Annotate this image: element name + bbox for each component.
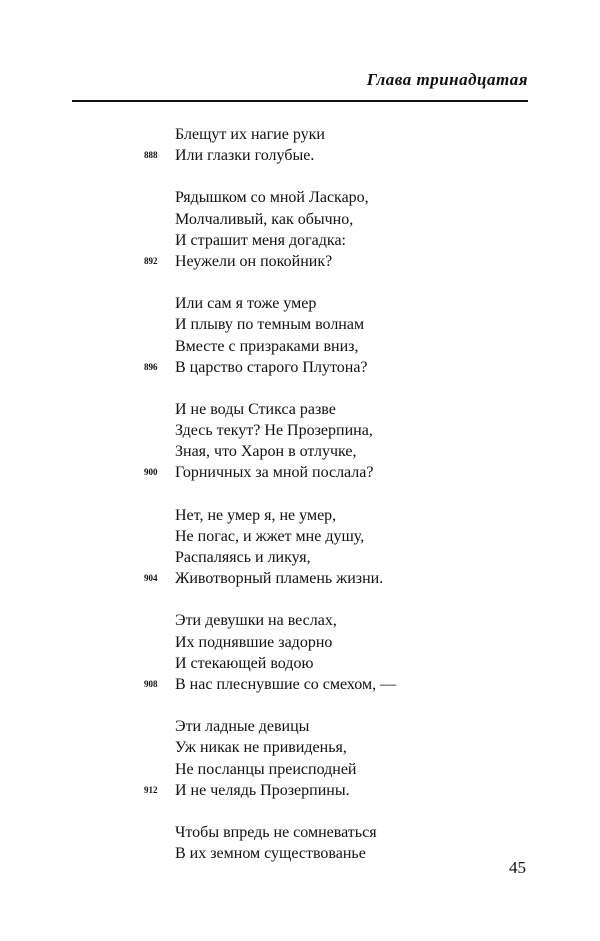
verse-line-text: В их земном существованье xyxy=(175,845,366,863)
stanza xyxy=(0,124,600,166)
line-number: 900 xyxy=(144,467,158,478)
verse-line xyxy=(0,822,600,843)
verse-line xyxy=(0,124,600,145)
verse-line-text: Не погас, и жжет мне душу, xyxy=(175,527,365,545)
verse-line-text: Эти девушки на веслах, xyxy=(175,612,337,630)
verse-line-text: Зная, что Харон в отлучке, xyxy=(175,443,357,461)
verse-line-text: Распаляясь и ликуя, xyxy=(175,549,311,566)
verse-line-text: Или сам я тоже умер xyxy=(175,295,317,313)
line-number: 896 xyxy=(144,361,158,372)
verse-line-text: Молчаливый, как обычно, xyxy=(175,210,354,228)
verse-line-text: Не посланцы преисподней xyxy=(175,760,357,778)
verse-line xyxy=(0,230,600,251)
verse-line-text: Рядышком со мной Ласкаро, xyxy=(175,189,369,207)
page-number: 45 xyxy=(509,858,526,877)
verse-line xyxy=(0,674,600,695)
verse-line xyxy=(0,420,600,441)
verse-line-text: Эти ладные девицы xyxy=(175,718,310,736)
verse-line-text: Горничных за мной послала? xyxy=(175,464,374,482)
line-number: 892 xyxy=(144,255,158,266)
verse-line xyxy=(0,209,600,230)
verse-line-text: Нет, не умер я, не умер, xyxy=(175,506,337,524)
verse-line xyxy=(0,357,600,378)
verse-line-text: И страшит меня догадка: xyxy=(175,231,346,249)
line-number: 888 xyxy=(144,150,158,161)
stanza xyxy=(0,187,600,272)
verse-line-text: Вместе с призраками вниз, xyxy=(175,337,359,355)
verse-line xyxy=(0,653,600,674)
verse-line xyxy=(0,737,600,758)
verse-line-text: Неужели он покойник? xyxy=(175,252,333,270)
verse-line xyxy=(0,314,600,335)
verse-line-text: И стекающей водою xyxy=(175,654,314,672)
line-number: 908 xyxy=(144,678,158,689)
stanza xyxy=(0,505,600,590)
verse-line xyxy=(0,780,600,801)
verse-line xyxy=(0,716,600,737)
verse-line-text: Их поднявшие задорно xyxy=(175,633,333,651)
running-head-chapter-title: Глава тринадцатая xyxy=(366,70,528,89)
verse-line-text: В нас плеснувшие со смехом, — xyxy=(175,675,397,693)
stanza xyxy=(0,399,600,484)
verse-line-text: И не воды Стикса разве xyxy=(175,400,336,418)
verse-line-text: И плыву по темным волнам xyxy=(175,316,365,334)
verse-line xyxy=(0,145,600,166)
verse-line-text: Уж никак не привиденья, xyxy=(175,739,347,757)
verse-line xyxy=(0,399,600,420)
verse-line-text: Животворный пламень жизни. xyxy=(175,570,384,588)
verse-line xyxy=(0,336,600,357)
verse-line-text: Здесь текут? Не Прозерпина, xyxy=(175,422,373,440)
verse-line-text: Чтобы впредь не сомневаться xyxy=(175,823,377,841)
verse-line xyxy=(0,547,600,568)
verse-line-text: И не челядь Прозерпины. xyxy=(175,781,350,799)
verse-line xyxy=(0,568,600,589)
verse-line xyxy=(0,187,600,208)
verse-line xyxy=(0,251,600,272)
verse-line xyxy=(0,610,600,631)
verse-line xyxy=(0,526,600,547)
verse-line-text: В царство старого Плутона? xyxy=(175,358,368,376)
verse-line xyxy=(0,632,600,653)
stanza xyxy=(0,293,600,378)
poem-body xyxy=(0,124,600,885)
verse-line xyxy=(0,462,600,483)
stanza xyxy=(0,716,600,801)
header-rule xyxy=(72,100,528,102)
line-number: 912 xyxy=(144,784,158,795)
verse-line xyxy=(0,441,600,462)
stanza xyxy=(0,610,600,695)
verse-line xyxy=(0,759,600,780)
verse-line xyxy=(0,505,600,526)
verse-line-text: Блещут их нагие руки xyxy=(175,126,325,143)
verse-line xyxy=(0,293,600,314)
verse-line-text: Или глазки голубые. xyxy=(175,147,315,165)
line-number: 904 xyxy=(144,573,158,584)
